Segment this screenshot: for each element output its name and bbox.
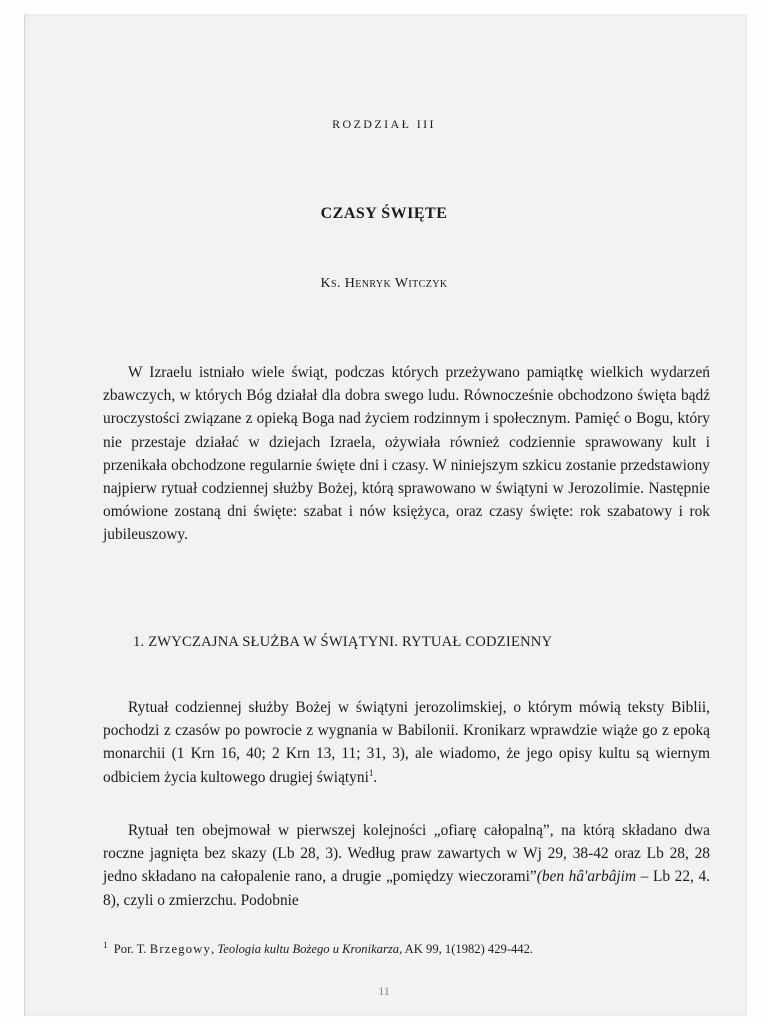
footnote-mark: 1	[103, 939, 108, 950]
page-number: 11	[378, 984, 390, 998]
paragraph-offering	[103, 819, 710, 912]
footnote-comma: ,	[211, 942, 218, 956]
footnote	[103, 939, 710, 957]
intro-paragraph: W Izraelu istniało wiele świąt, podczas których przeżywano pamiątkę wielkich wydarzeń zbawczych, w których Bóg działał dla dobra swego ludu. Równocześnie obchodzono święta bądź uroczystości związane z opieką Boga nad życiem rodzinnym i społecznym. Pamięć o Bogu, który nie przestaje działać w dziejach Izraela, ożywiała również codziennie sprawowany kult i przenikała obchodzone regularnie święte dni i czasy. W niniejszym szkicu zostanie przedstawiony najpierw rytuał codziennej służby Bożej, którą sprawowano w świątyni w Jerozolimie. Następnie omówione zostaną dni święte: szabat i nów księżyca, oraz czasy święte: rok szabatowy i rok jubileuszowy.	[103, 364, 710, 544]
paragraph-ritual-end: .	[373, 768, 378, 786]
paragraph-ritual-text: Rytuał codziennej służby Bożej w świątyni jerozolimskiej, o którym mówią teksty Biblii, pochodzi z czasów po powrocie z wygnania w Babilonii. Kronikarz wprawdzie wiąże go z epoką monarchii (1 Krn 16, 40; 2 Krn 13, 11; 31, 3), ale wiadomo, że jego opisy kultu są wiernym odbiciem życia kultowego drugiej świątyni	[103, 699, 710, 786]
footnote-prefix: Por. T.	[113, 942, 150, 956]
chapter-label: ROZDZIAŁ III	[332, 117, 436, 131]
section-heading: 1. ZWYCZAJNA SŁUŻBA W ŚWIĄTYNI. RYTUAŁ CODZIENNY	[133, 634, 553, 650]
footnote-reference: 1	[368, 767, 374, 778]
chapter-author: Ks. Henryk Witczyk	[320, 276, 448, 291]
footnote-work: Teologia kultu Bożego u Kronikarza	[217, 942, 400, 956]
chapter-title: CZASY ŚWIĘTE	[320, 205, 448, 222]
paragraph-offering-tail: – Lb 22, 4. 8), czyli o zmierzchu. Podobnie	[103, 868, 711, 909]
paragraph-offering-text: Rytuał ten obejmował w pierwszej kolejności „ofiarę całopalną”, na którą składano dwa roczne jagnięta bez skazy (Lb 28, 3). Według praw zawartych w Wj 29, 38-42 oraz Lb 28, 28 jedno składano na całopalenie rano, a drugie „pomiędzy wieczorami”	[103, 822, 710, 886]
paragraph-ritual	[103, 696, 710, 789]
footnote-rest: , AK 99, 1(1982) 429-442.	[399, 942, 534, 956]
hebrew-term: (ben hâ'arbâjim	[536, 868, 637, 886]
footnote-author: Brzegowy	[149, 942, 212, 956]
